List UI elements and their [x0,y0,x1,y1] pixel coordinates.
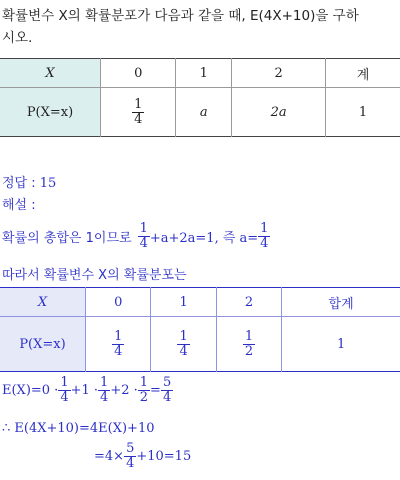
table-prob-row [0,317,400,372]
frac-den: 4 [179,343,188,359]
calc-equals: = [150,382,161,398]
expectation-line [2,376,173,404]
prob-cell-total: 1 [326,88,400,137]
prob-label: P(X=x) [0,88,101,137]
header-2: 2 [232,59,326,88]
frac-num: 1 [260,221,269,236]
calc-mid-1: +1 · [70,382,99,398]
header-x: X [0,59,101,88]
prob-cell-total: 1 [282,317,400,372]
final-prefix: =4× [94,448,125,464]
header-2: 2 [216,288,281,317]
sum-line [2,222,270,250]
explanation-label: 해설 : [2,198,36,213]
header-x: X [0,288,86,317]
header-0: 0 [86,288,151,317]
sum-equation: +a+2a=1, 즉 a= [149,230,259,246]
prob-cell-1 [151,317,216,372]
frac-num: 5 [126,441,135,456]
prob-cell-2 [216,317,281,372]
question-line-1: 확률변수 X의 확률분포가 다음과 같을 때, E(4X+10)을 구하 [2,8,359,24]
header-1: 1 [176,59,232,88]
table-header-row [0,59,400,88]
therefore-expectation-line: ∴ E(4X+10)=4E(X)+10 [2,421,155,436]
frac-den: 4 [162,389,172,405]
frac-den: 4 [134,111,143,127]
prob-label: P(X=x) [0,317,86,372]
frac-num: 1 [60,375,69,390]
frac-num: 1 [100,375,109,390]
frac-den: 4 [126,455,135,471]
answer-value: 15 [39,176,57,191]
probability-table-solution [0,287,400,372]
sum-text: 확률의 총합은 1이므로 [2,230,132,246]
probability-table [0,58,400,137]
header-total: 계 [326,59,400,88]
question-line-2: 시오. [2,30,33,46]
calc-prefix: E(X)=0 · [2,382,59,398]
frac-den: 4 [260,235,269,251]
therefore-line: 따라서 확률변수 X의 확률분포는 [2,268,187,283]
answer-line [2,172,56,191]
answer-label: 정답 : [2,176,40,191]
frac-den: 2 [244,343,254,359]
frac-den: 4 [139,235,148,251]
header-total: 합계 [282,288,400,317]
frac-num: 1 [114,328,123,344]
frac-num: 1 [139,375,149,390]
final-calc-line [94,442,191,470]
frac-num: 5 [162,375,172,390]
frac-den: 4 [60,389,69,405]
final-suffix: +10=15 [136,448,192,464]
table-header-row [0,288,400,317]
prob-cell-2: 2a [232,88,326,137]
frac-den: 2 [139,389,149,405]
prob-cell-0 [101,88,176,137]
calc-mid-2: +2 · [110,382,138,398]
prob-cell-0 [86,317,151,372]
header-0: 0 [101,59,176,88]
frac-num: 1 [134,96,143,112]
header-1: 1 [151,288,216,317]
frac-den: 4 [100,389,109,405]
frac-den: 4 [114,343,123,359]
frac-num: 1 [179,328,188,344]
prob-cell-1: a [176,88,232,137]
frac-num: 1 [139,221,148,236]
table-prob-row [0,88,400,137]
frac-num: 1 [244,328,254,344]
